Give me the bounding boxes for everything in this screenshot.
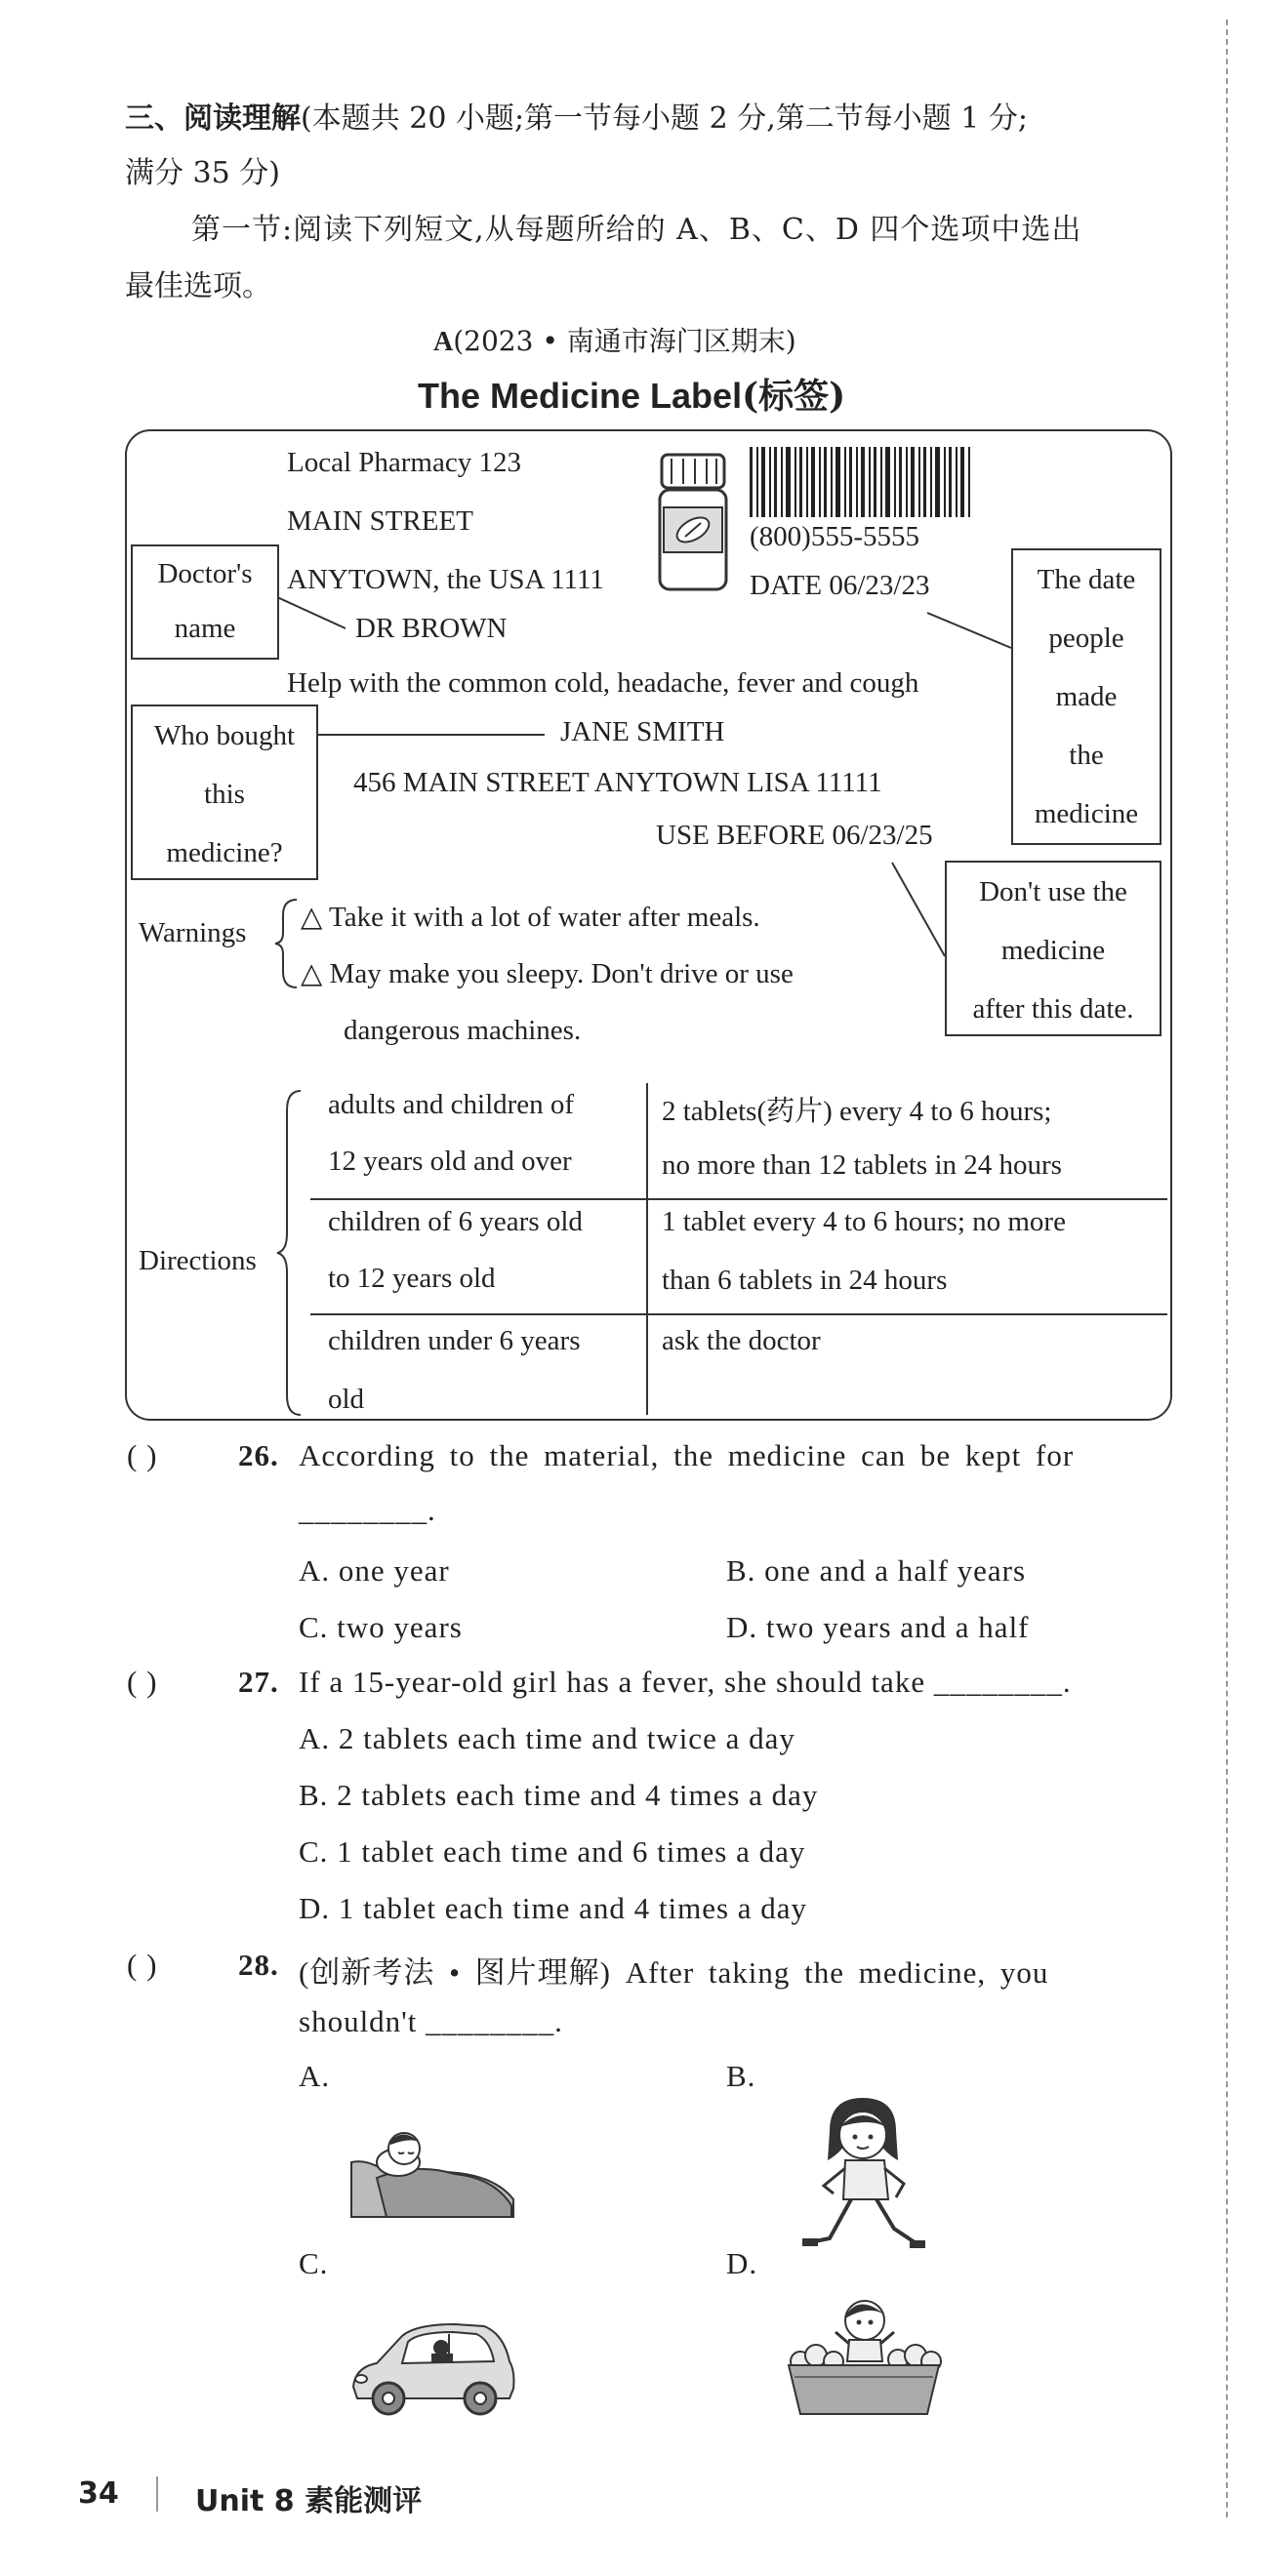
sleeping-person-icon[interactable]	[347, 2123, 519, 2221]
running-girl-icon[interactable]	[800, 2092, 927, 2268]
medicine-bottle-icon	[656, 451, 730, 595]
warning-2: △ May make you sleepy. Don't drive or use	[301, 958, 794, 989]
q27-option-b[interactable]: B. 2 tablets each time and 4 times a day	[299, 1778, 819, 1812]
q28-option-b[interactable]: B.	[726, 2059, 756, 2093]
callout-date-line3: made	[1055, 681, 1118, 712]
warnings-brace	[273, 898, 303, 989]
q27-option-a[interactable]: A. 2 tablets each time and twice a day	[299, 1721, 795, 1755]
direction-row-1-dose-2: no more than 12 tablets in 24 hours	[662, 1149, 1062, 1181]
directions-row-rule-2	[310, 1313, 1167, 1315]
callout-buyer-connector	[316, 734, 545, 736]
q28-number: 28.	[238, 1948, 279, 1982]
q28-answer-blank[interactable]: ( )	[127, 1948, 158, 1982]
warning-1: △ Take it with a lot of water after meals.	[301, 902, 760, 933]
callout-expiry	[945, 861, 1161, 1036]
section-heading	[125, 94, 1028, 137]
callout-doctor-line1: Doctor's	[157, 558, 253, 589]
pharmacy-town: ANYTOWN, the USA 1111	[287, 564, 604, 595]
barcode-icon	[750, 447, 1003, 521]
direction-row-2-dose-2: than 6 tablets in 24 hours	[662, 1265, 948, 1296]
driving-car-icon[interactable]	[347, 2314, 519, 2422]
use-before-date: USE BEFORE 06/23/25	[656, 820, 933, 851]
q28-option-a[interactable]: A.	[299, 2059, 331, 2093]
directions-divider	[646, 1083, 648, 1415]
direction-row-1-who-2: 12 years old and over	[328, 1146, 572, 1177]
passage-label: A	[433, 327, 454, 357]
callout-expiry-line1: Don't use the	[979, 876, 1127, 907]
q28-option-d[interactable]: D.	[726, 2246, 758, 2280]
q27-answer-blank[interactable]: ( )	[127, 1665, 158, 1699]
direction-row-1-dose-1: 2 tablets(药片) every 4 to 6 hours;	[662, 1096, 1052, 1127]
pharmacy-phone: (800)555-5555	[750, 521, 919, 552]
callout-date-line2: people	[1048, 623, 1124, 654]
q27-number: 27.	[238, 1665, 279, 1699]
q26-answer-blank[interactable]: ( )	[127, 1438, 158, 1472]
q28-stem-blank: shouldn't ________.	[299, 2004, 563, 2038]
warnings-label: Warnings	[139, 917, 247, 948]
section-note: (本题共 20 小题;第一节每小题 2 分,第二节每小题 1 分;	[301, 101, 1029, 136]
q26-option-d[interactable]: D. two years and a half	[726, 1610, 1030, 1644]
callout-expiry-line2: medicine	[1000, 935, 1106, 966]
callout-date-made	[1011, 548, 1161, 845]
directions-label: Directions	[139, 1245, 257, 1276]
pharmacy-street: MAIN STREET	[287, 505, 473, 537]
q26-number: 26.	[238, 1438, 279, 1472]
doctor-name: DR BROWN	[355, 613, 508, 644]
bathing-child-icon[interactable]	[781, 2293, 947, 2420]
callout-buyer	[131, 704, 318, 880]
callout-expiry-line3: after this date.	[972, 993, 1134, 1025]
q26-stem: According to the material, the medicine can be kept for	[299, 1438, 1075, 1472]
q26-option-c[interactable]: C. two years	[299, 1610, 463, 1644]
callout-buyer-line3: medicine?	[166, 837, 283, 868]
q27-option-d[interactable]: D. 1 tablet each time and 4 times a day	[299, 1891, 808, 1925]
passage-source: (2023 • 南通市海门区期末)	[453, 325, 796, 357]
direction-row-3-who-2: old	[328, 1384, 365, 1415]
callout-date-line4: the	[1069, 740, 1104, 771]
callout-doctor-connector	[277, 595, 355, 634]
direction-row-3-dose-1: ask the doctor	[662, 1325, 821, 1356]
instruction-line-1: 第一节:阅读下列短文,从每题所给的 A、B、C、D 四个选项中选出	[191, 213, 1082, 247]
callout-expiry-connector	[888, 861, 949, 960]
passage-heading	[433, 320, 796, 359]
buyer-name: JANE SMITH	[560, 716, 725, 747]
q26-stem-blank: ________.	[299, 1493, 436, 1527]
directions-row-rule-1	[310, 1198, 1167, 1200]
callout-doctor-name	[131, 544, 279, 660]
direction-row-2-dose-1: 1 tablet every 4 to 6 hours; no more	[662, 1206, 1066, 1237]
q26-option-a[interactable]: A. one year	[299, 1553, 450, 1588]
passage-title	[418, 369, 845, 419]
callout-buyer-line1: Who bought	[153, 720, 296, 751]
label-date: DATE 06/23/23	[750, 570, 930, 601]
section-title: 三、阅读理解	[125, 101, 301, 136]
callout-date-line5: medicine	[1034, 798, 1139, 829]
title-en: The Medicine Label	[418, 376, 743, 416]
pharmacy-name: Local Pharmacy 123	[287, 447, 521, 478]
q27-stem: If a 15-year-old girl has a fever, she should take ________.	[299, 1665, 1072, 1699]
direction-row-2-who-2: to 12 years old	[328, 1263, 496, 1294]
usage-text: Help with the common cold, headache, fever and cough	[287, 667, 919, 699]
page-number: 34	[78, 2476, 119, 2511]
buyer-address: 456 MAIN STREET ANYTOWN LISA 11111	[353, 767, 882, 798]
warning-2-cont: dangerous machines.	[344, 1015, 582, 1046]
binding-dashed-line	[1226, 20, 1228, 2517]
unit-title: Unit 8 素能测评	[195, 2484, 423, 2518]
footer-divider	[156, 2476, 158, 2512]
section-note-2: 满分 35 分)	[125, 156, 280, 190]
callout-date-connector	[927, 609, 1015, 652]
callout-doctor-line2: name	[174, 613, 236, 644]
callout-date-line1: The date	[1037, 564, 1136, 595]
q28-option-c[interactable]: C.	[299, 2246, 329, 2280]
direction-row-1-who-1: adults and children of	[328, 1089, 575, 1120]
q28-stem: (创新考法 • 图片理解) After taking the medicine, you	[299, 1955, 1049, 1990]
callout-buyer-line2: this	[204, 779, 245, 810]
q26-option-b[interactable]: B. one and a half years	[726, 1553, 1027, 1588]
instruction-line-2: 最佳选项。	[125, 269, 271, 303]
direction-row-2-who-1: children of 6 years old	[328, 1206, 583, 1237]
q27-option-c[interactable]: C. 1 tablet each time and 6 times a day	[299, 1834, 806, 1869]
direction-row-3-who-1: children under 6 years	[328, 1325, 581, 1356]
title-cn: (标签)	[742, 376, 846, 417]
directions-brace	[275, 1087, 306, 1419]
